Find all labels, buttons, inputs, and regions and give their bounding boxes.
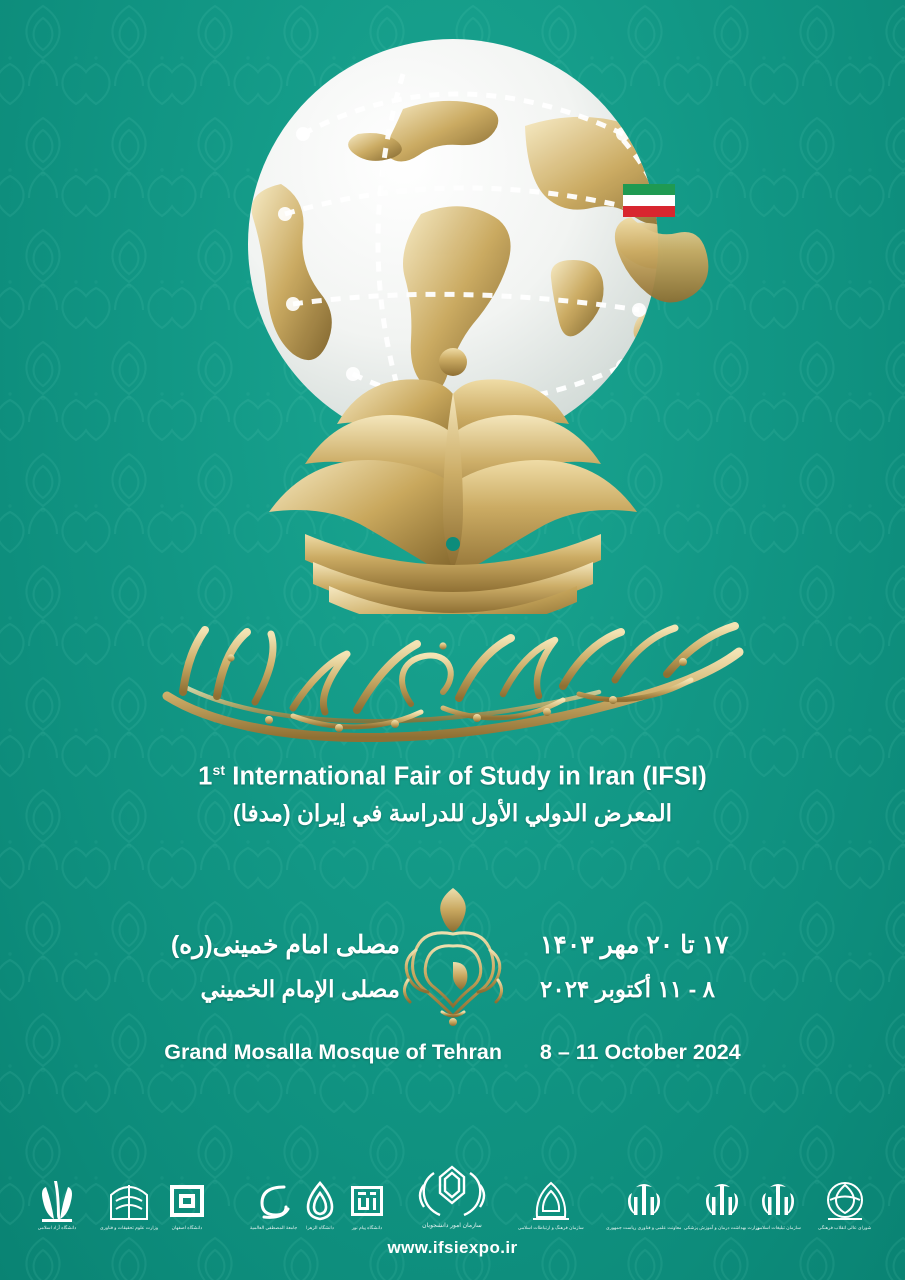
logo-caption: دانشگاه آزاد اسلامی — [37, 1224, 77, 1230]
logo-caption: جامعة المصطفى العالمية — [250, 1224, 298, 1230]
logo-caption: شورای عالی انقلاب فرهنگی — [818, 1224, 872, 1230]
iran-emblem-icon — [758, 1179, 798, 1223]
logo-caption: سازمان فرهنگ و ارتباطات اسلامی — [518, 1224, 584, 1230]
logo-caption: دانشگاه اصفهان — [171, 1224, 203, 1230]
logo-iran-emblem-2 — [684, 1179, 760, 1230]
iran-emblem-icon — [624, 1179, 664, 1223]
grid-kufic-icon — [346, 1179, 388, 1223]
logo-payame-noor — [346, 1179, 388, 1230]
swirl-icon — [254, 1179, 294, 1223]
logo-caption: وزارت بهداشت درمان و آموزش پزشکی — [684, 1224, 760, 1230]
iran-emblem-icon — [702, 1179, 742, 1223]
title-english — [0, 762, 905, 792]
book-arch-icon — [107, 1179, 151, 1223]
globe-and-open-book-emblem — [153, 14, 753, 614]
sponsor-logo-strip — [0, 1140, 905, 1240]
logo-iran-emblem-1 — [606, 1179, 682, 1230]
date-arabic: ۸ - ۱۱ أكتوبر ۲۰۲۴ — [540, 976, 715, 1002]
tulip-icon — [36, 1179, 78, 1223]
title-english-rest: International Fair of Study in Iran (IFSI) — [225, 762, 707, 791]
venue-persian: مصلی امام خمینی(ره) — [170, 931, 400, 959]
logo-caption: وزارت علوم تحقیقات و فناوری — [100, 1224, 159, 1230]
date-english: 8 – 11 October 2024 — [539, 1040, 741, 1064]
logo-students-affairs-org — [412, 1163, 492, 1230]
title-arabic: المعرض الدولي الأول للدراسة في إيران (مدفا) — [232, 800, 673, 826]
persian-calligraphy-title — [143, 600, 763, 760]
venue-date-english — [0, 1040, 905, 1065]
logo-supreme-council — [818, 1179, 871, 1230]
logo-isfahan-university — [166, 1179, 208, 1230]
logo-caption: دانشگاه الزهرا — [306, 1224, 334, 1230]
logo-alzahra-university — [300, 1179, 340, 1230]
logo-caption: معاونت علمی و فناوری ریاست جمهوری — [606, 1224, 682, 1230]
logo-caption: دانشگاه پیام نور — [351, 1224, 383, 1230]
title-english-ordinal-suffix: st — [212, 762, 226, 778]
logo-islamic-culture-org — [518, 1179, 584, 1230]
logo-caption: سازمان امور دانشجویان — [422, 1222, 482, 1229]
knot-wreath-icon — [412, 1163, 492, 1221]
drop-icon — [300, 1179, 340, 1223]
logo-iran-emblem-3 — [756, 1179, 801, 1230]
venue-arabic: مصلى الإمام الخميني — [200, 976, 400, 1002]
title-english-ordinal: 1 — [198, 762, 213, 791]
date-persian: ۱۷ تا ۲۰ مهر ۱۴۰۳ — [540, 931, 729, 959]
website-url[interactable]: www.ifsiexpo.ir — [387, 1238, 518, 1257]
medallion-icon — [823, 1179, 867, 1223]
open-book-shape — [269, 379, 637, 614]
logo-al-mustafa — [250, 1179, 297, 1230]
square-kufic-icon — [166, 1179, 208, 1223]
logo-caption: سازمان تبلیغات اسلامی — [756, 1224, 801, 1230]
venue-english: Grand Mosalla Mosque of Tehran — [164, 1040, 502, 1064]
logo-azad-university — [36, 1179, 78, 1230]
dome-icon — [529, 1179, 573, 1223]
logo-ministry-science — [100, 1179, 158, 1230]
event-info — [0, 930, 905, 1080]
